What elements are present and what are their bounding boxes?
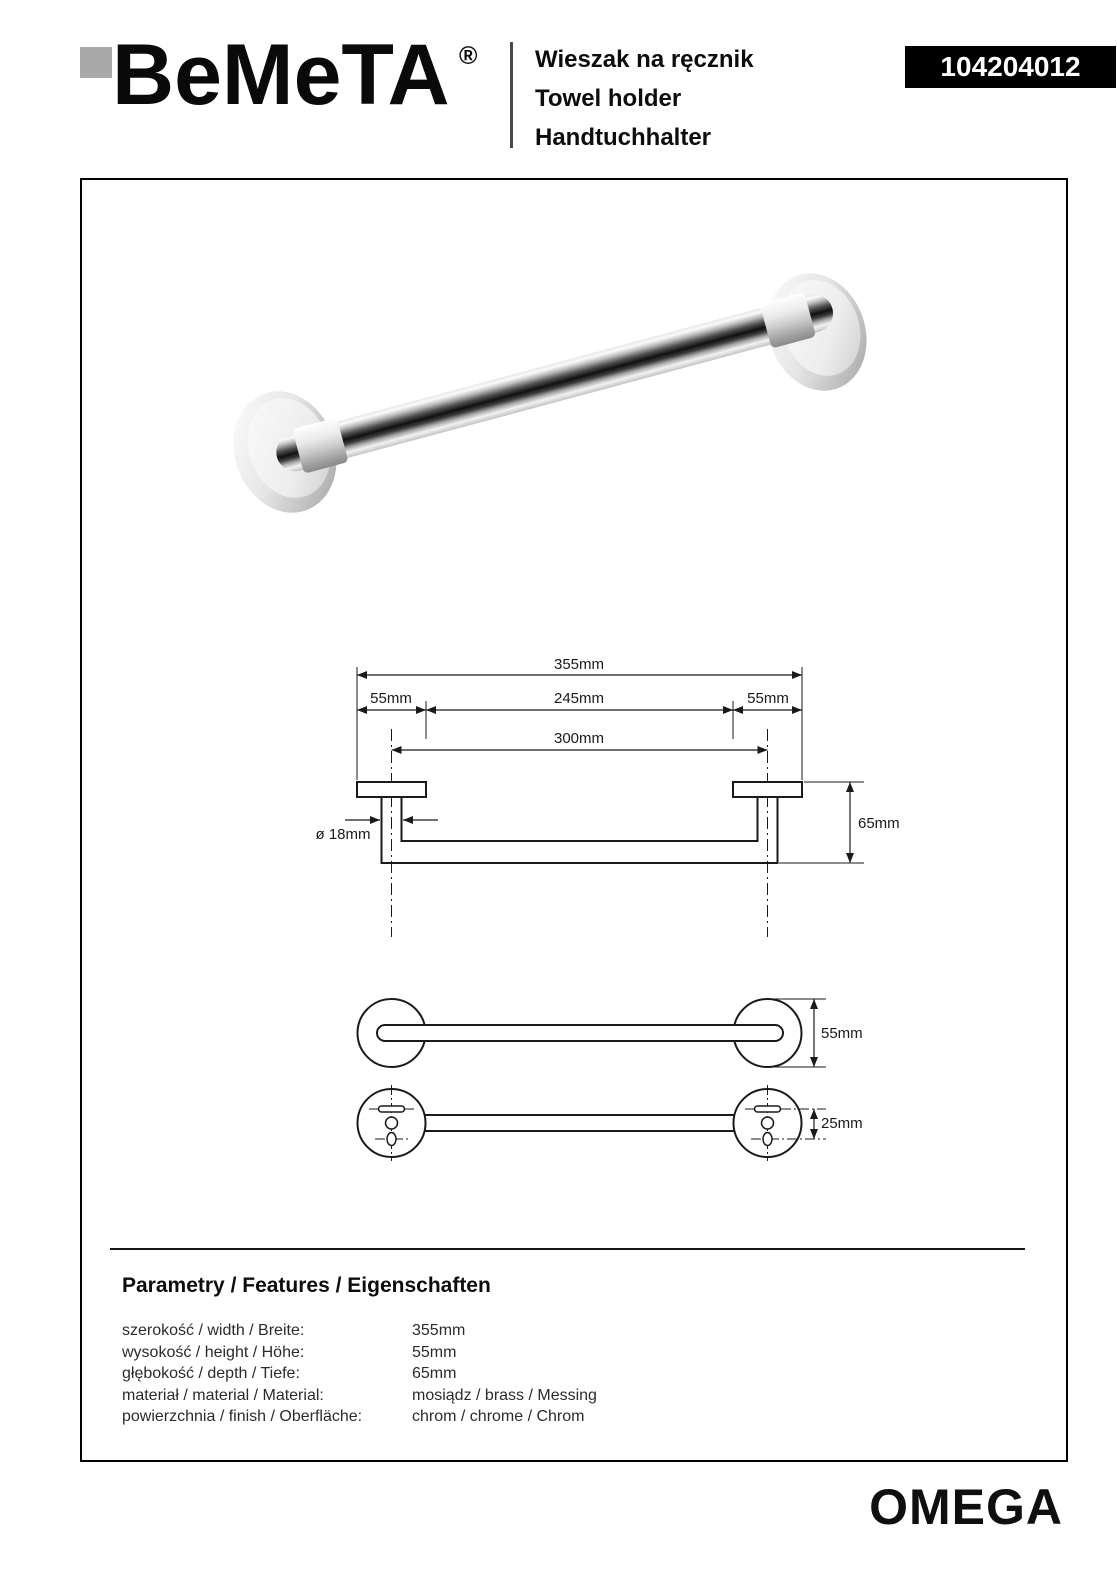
param-value: mosiądz / brass / Messing — [412, 1386, 597, 1404]
param-label: powierzchnia / finish / Oberfläche: — [122, 1408, 363, 1425]
screw-slot-right — [755, 1106, 781, 1112]
product-code-badge: 104204012 — [905, 46, 1116, 88]
dim-center-span: 245mm — [553, 690, 605, 707]
front-view-drawing — [358, 999, 827, 1067]
bar-front — [377, 1025, 783, 1041]
param-value: 355mm — [412, 1322, 466, 1339]
param-value: 65mm — [412, 1365, 457, 1382]
content-box — [80, 178, 1068, 1462]
param-row — [122, 1385, 597, 1407]
params-divider — [110, 1248, 1025, 1250]
header-divider — [510, 42, 513, 148]
param-label: materiał / material / Material: — [122, 1386, 324, 1404]
mounting-view-drawing — [358, 1085, 827, 1161]
param-row — [122, 1406, 597, 1428]
dim-plate-diameter: 55mm — [821, 1025, 863, 1042]
registered-trademark-icon: ® — [459, 42, 478, 70]
product-title-de: Handtuchhalter — [535, 124, 712, 151]
param-label: wysokość / height / Höhe: — [122, 1343, 305, 1361]
dim-mount-centers: 300mm — [553, 730, 605, 747]
towel-bar — [272, 290, 837, 476]
wall-plate-left-side — [357, 782, 426, 797]
series-name: OMEGA — [869, 1479, 1063, 1535]
bar-outline-inner — [402, 797, 758, 841]
params-table — [122, 1320, 597, 1428]
product-photo — [217, 259, 883, 527]
product-title-en: Towel holder — [535, 85, 682, 112]
technical-drawing — [82, 180, 1070, 1464]
dim-right-offset: 55mm — [747, 690, 789, 707]
product-title-pl: Wieszak na ręcznik — [535, 46, 754, 73]
param-row — [122, 1363, 597, 1385]
bar-outline-outer — [382, 797, 778, 863]
screw-hole-right — [762, 1117, 774, 1129]
dim-depth: 65mm — [858, 815, 900, 832]
param-label: głębokość / depth / Tiefe: — [122, 1365, 300, 1382]
screw-slot-left — [379, 1106, 405, 1112]
param-row — [122, 1342, 597, 1364]
dim-left-offset: 55mm — [370, 690, 412, 707]
wall-plate-right-side — [733, 782, 802, 797]
param-row — [122, 1320, 597, 1342]
brand-logo: BeMeTA — [112, 27, 450, 123]
dim-tube-diameter: ø 18mm — [315, 826, 371, 843]
param-value: chrom / chrome / Chrom — [412, 1408, 585, 1425]
logo-square-icon — [80, 47, 112, 78]
dim-hole-spacing: 25mm — [821, 1115, 863, 1132]
dim-total-width: 355mm — [553, 656, 605, 673]
screw-oval-left — [387, 1133, 396, 1146]
params-heading: Parametry / Features / Eigenschaften — [122, 1274, 491, 1297]
param-value: 55mm — [412, 1343, 457, 1361]
product-titles — [535, 40, 754, 157]
param-label: szerokość / width / Breite: — [122, 1322, 305, 1339]
side-view-drawing — [345, 667, 864, 937]
screw-oval-right — [763, 1133, 772, 1146]
screw-hole-left — [386, 1117, 398, 1129]
